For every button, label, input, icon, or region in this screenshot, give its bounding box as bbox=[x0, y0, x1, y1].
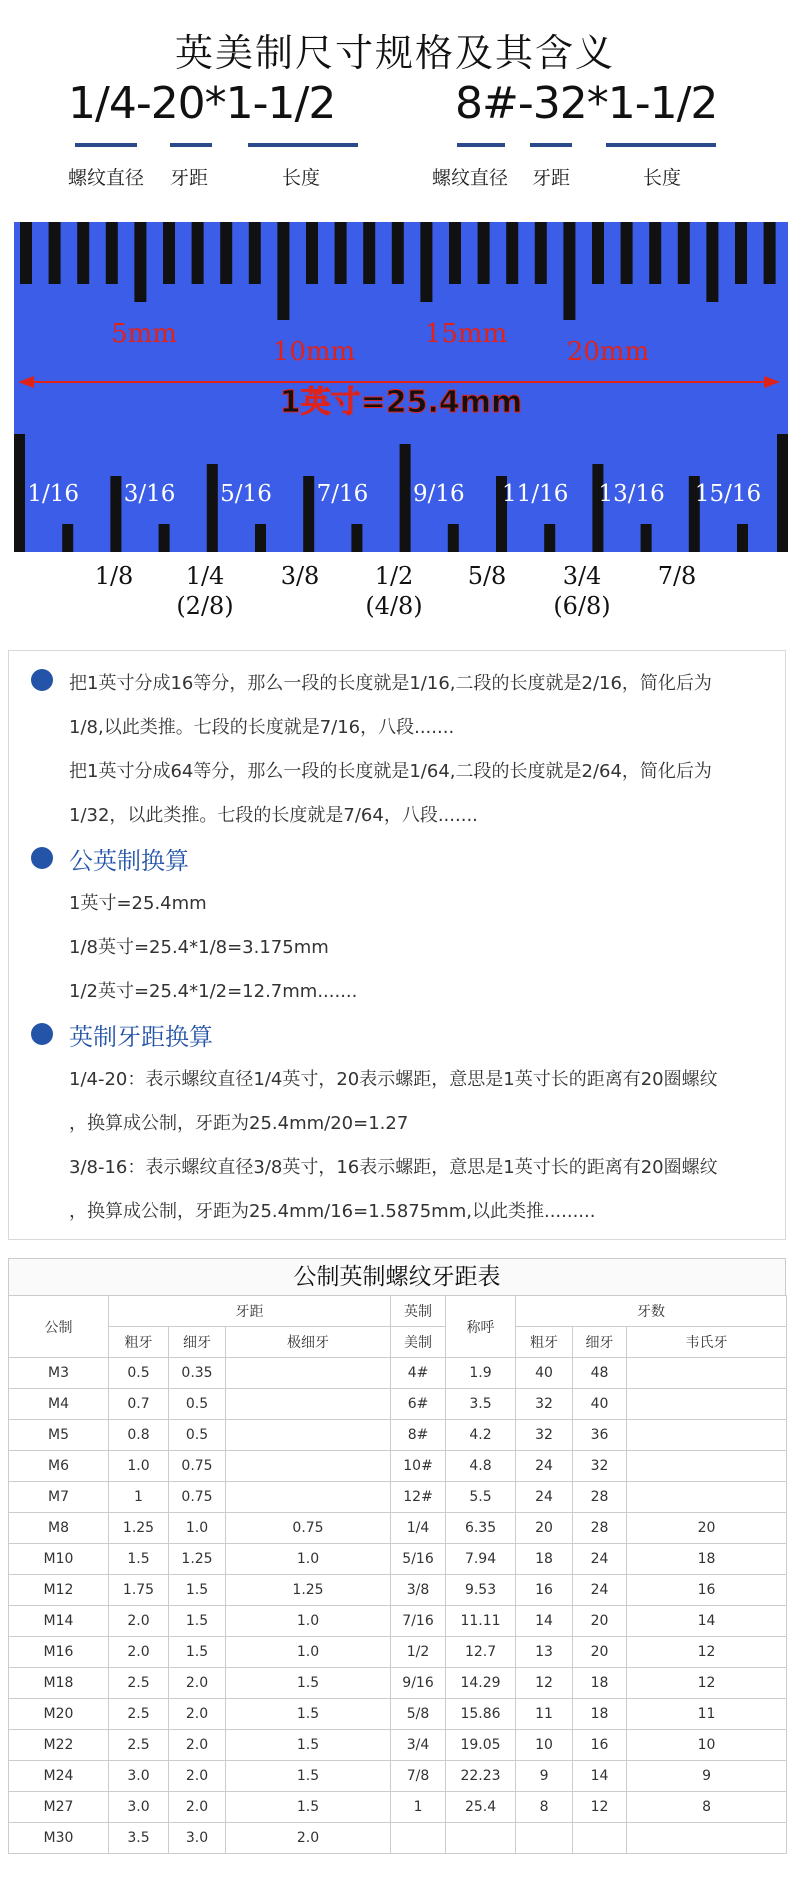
table-cell: 15.86 bbox=[446, 1699, 516, 1730]
table-cell: 2.5 bbox=[109, 1668, 169, 1699]
table-row bbox=[9, 1637, 787, 1668]
mm-tick bbox=[192, 222, 204, 284]
bullet-dot-2 bbox=[31, 847, 53, 869]
mm-tick bbox=[621, 222, 633, 284]
table-cell: 2.5 bbox=[109, 1699, 169, 1730]
table-cell: M22 bbox=[9, 1730, 109, 1761]
table-cell: 4.2 bbox=[446, 1420, 516, 1451]
table-cell: 4.8 bbox=[446, 1451, 516, 1482]
table-cell: M7 bbox=[9, 1482, 109, 1513]
table-cell: 3.5 bbox=[109, 1823, 169, 1854]
table-cell: 20 bbox=[627, 1513, 787, 1544]
table-cell: 18 bbox=[573, 1699, 627, 1730]
table-cell: 8# bbox=[391, 1420, 446, 1451]
inch-tick bbox=[159, 524, 170, 552]
table-cell: 9 bbox=[516, 1761, 573, 1792]
table-cell: 11 bbox=[627, 1699, 787, 1730]
table-row bbox=[9, 1823, 787, 1854]
underline-pitch-right bbox=[530, 143, 572, 147]
mm-tick bbox=[592, 222, 604, 284]
table-cell: M6 bbox=[9, 1451, 109, 1482]
table-cell: 24 bbox=[516, 1482, 573, 1513]
table-cell: 0.75 bbox=[226, 1513, 391, 1544]
table-cell: 3.0 bbox=[109, 1761, 169, 1792]
mm-tick bbox=[563, 222, 575, 320]
note-line: 1英寸=25.4mm bbox=[69, 893, 207, 914]
table-cell: 32 bbox=[573, 1451, 627, 1482]
table-cell: 1.5 bbox=[226, 1699, 391, 1730]
header-imperial: 英制 bbox=[391, 1296, 446, 1327]
table-cell: 7.94 bbox=[446, 1544, 516, 1575]
mm-tick bbox=[306, 222, 318, 284]
header-extra-fine: 极细牙 bbox=[226, 1327, 391, 1358]
sixteenth-label: 3/16 bbox=[123, 481, 176, 507]
note-line: 1/8英寸=25.4*1/8=3.175mm bbox=[69, 937, 329, 958]
table-cell: M8 bbox=[9, 1513, 109, 1544]
table-cell: 14 bbox=[516, 1606, 573, 1637]
note-line: 把1英寸分成64等分，那么一段的长度就是1/64,二段的长度就是2/64，简化后为 bbox=[69, 761, 712, 782]
table-cell bbox=[516, 1823, 573, 1854]
section-heading-pitch: 英制牙距换算 bbox=[69, 1023, 213, 1051]
table-cell: 14 bbox=[627, 1606, 787, 1637]
table-cell: 8 bbox=[516, 1792, 573, 1823]
table-cell: 2.0 bbox=[109, 1637, 169, 1668]
table-cell bbox=[627, 1420, 787, 1451]
table-cell: M20 bbox=[9, 1699, 109, 1730]
inch-tick bbox=[641, 524, 652, 552]
table-cell: 1/2 bbox=[391, 1637, 446, 1668]
header-tpi-whitworth: 韦氏牙 bbox=[627, 1327, 787, 1358]
label-length-left: 长度 bbox=[282, 167, 321, 189]
mm-tick bbox=[77, 222, 89, 284]
table-cell bbox=[573, 1823, 627, 1854]
table-cell: 5/16 bbox=[391, 1544, 446, 1575]
bullet-dot-3 bbox=[31, 1023, 53, 1045]
table-cell: 1.0 bbox=[169, 1513, 226, 1544]
mm-tick bbox=[678, 222, 690, 284]
eighth-alt-label-3: (6/8) bbox=[553, 592, 611, 620]
inch-tick bbox=[592, 464, 603, 552]
mm-tick bbox=[506, 222, 518, 284]
table-cell: M24 bbox=[9, 1761, 109, 1792]
table-cell: 16 bbox=[573, 1730, 627, 1761]
table-cell: 20 bbox=[516, 1513, 573, 1544]
notes-panel bbox=[8, 650, 786, 1240]
table-cell: 1.25 bbox=[169, 1544, 226, 1575]
table-cell bbox=[446, 1823, 516, 1854]
table-cell bbox=[627, 1358, 787, 1389]
mm-tick bbox=[277, 222, 289, 320]
table-cell: M30 bbox=[9, 1823, 109, 1854]
inch-tick bbox=[110, 476, 121, 552]
table-cell: 5.5 bbox=[446, 1482, 516, 1513]
table-row bbox=[9, 1544, 787, 1575]
table-cell bbox=[226, 1358, 391, 1389]
eighth-label-5: 5/8 bbox=[467, 562, 507, 590]
table-cell: 1.25 bbox=[109, 1513, 169, 1544]
table-cell: 7/8 bbox=[391, 1761, 446, 1792]
underline-pitch-left bbox=[170, 143, 212, 147]
table-cell: 22.23 bbox=[446, 1761, 516, 1792]
table-cell: 1.25 bbox=[226, 1575, 391, 1606]
table-cell bbox=[627, 1823, 787, 1854]
mm-tick bbox=[134, 222, 146, 302]
mm-tick bbox=[20, 222, 32, 284]
eighth-alt-label-1: (2/8) bbox=[176, 592, 234, 620]
table-cell: 2.0 bbox=[169, 1668, 226, 1699]
table-cell: 4# bbox=[391, 1358, 446, 1389]
label-diameter-right: 螺纹直径 bbox=[432, 167, 509, 189]
mm-tick bbox=[220, 222, 232, 284]
mm-tick bbox=[392, 222, 404, 284]
header-coarse: 粗牙 bbox=[109, 1327, 169, 1358]
label-pitch-right: 牙距 bbox=[532, 167, 571, 189]
underline-length-right bbox=[606, 143, 716, 147]
table-row bbox=[9, 1606, 787, 1637]
table-cell: M16 bbox=[9, 1637, 109, 1668]
page-title: 英美制尺寸规格及其含义 bbox=[174, 31, 615, 75]
table-cell bbox=[627, 1389, 787, 1420]
table-cell: 1.5 bbox=[226, 1730, 391, 1761]
mm-tick bbox=[449, 222, 461, 284]
sixteenth-label: 11/16 bbox=[502, 481, 569, 507]
eighth-label-7: 7/8 bbox=[657, 562, 697, 590]
inch-tick bbox=[14, 434, 25, 552]
mm-tick bbox=[420, 222, 432, 302]
table-cell: 1/4 bbox=[391, 1513, 446, 1544]
table-cell: 40 bbox=[516, 1358, 573, 1389]
table-cell bbox=[627, 1482, 787, 1513]
table-cell: M27 bbox=[9, 1792, 109, 1823]
header-tpi-coarse: 粗牙 bbox=[516, 1327, 573, 1358]
table-cell: M12 bbox=[9, 1575, 109, 1606]
sixteenth-label: 15/16 bbox=[694, 481, 762, 507]
table-cell: 1.5 bbox=[226, 1792, 391, 1823]
code-left: 1/4-20*1-1/2 bbox=[68, 78, 336, 129]
table-cell: 2.0 bbox=[226, 1823, 391, 1854]
table-cell: 6# bbox=[391, 1389, 446, 1420]
table-cell: 1 bbox=[109, 1482, 169, 1513]
table-cell bbox=[627, 1451, 787, 1482]
mm-tick bbox=[49, 222, 61, 284]
table-cell: 18 bbox=[516, 1544, 573, 1575]
table-cell: M14 bbox=[9, 1606, 109, 1637]
table-cell: 25.4 bbox=[446, 1792, 516, 1823]
underline-length-left bbox=[248, 143, 358, 147]
table-cell: M5 bbox=[9, 1420, 109, 1451]
table-cell: 0.75 bbox=[169, 1482, 226, 1513]
table-cell: M3 bbox=[9, 1358, 109, 1389]
table-cell: 3.5 bbox=[446, 1389, 516, 1420]
table-row bbox=[9, 1389, 787, 1420]
bullet-dot-1 bbox=[31, 669, 53, 691]
table-cell: 1.5 bbox=[169, 1606, 226, 1637]
ruler-figure bbox=[14, 222, 788, 552]
table-cell: 1.75 bbox=[109, 1575, 169, 1606]
table-cell: 3.0 bbox=[109, 1792, 169, 1823]
table-cell: 18 bbox=[573, 1668, 627, 1699]
inch-tick bbox=[351, 524, 362, 552]
table-row bbox=[9, 1761, 787, 1792]
table-row bbox=[9, 1575, 787, 1606]
table-cell: 12.7 bbox=[446, 1637, 516, 1668]
table-cell: 0.5 bbox=[169, 1389, 226, 1420]
mm-label-20: 20mm bbox=[566, 337, 650, 367]
note-line: ，换算成公制，牙距为25.4mm/20=1.27 bbox=[69, 1113, 409, 1134]
table-cell: 20 bbox=[573, 1637, 627, 1668]
table-cell: 28 bbox=[573, 1513, 627, 1544]
table-cell: 0.7 bbox=[109, 1389, 169, 1420]
note-line: 1/4-20：表示螺纹直径1/4英寸，20表示螺距，意思是1英寸长的距离有20圈螺纹 bbox=[69, 1069, 718, 1090]
table-cell: 11.11 bbox=[446, 1606, 516, 1637]
table-cell: 2.5 bbox=[109, 1730, 169, 1761]
header bbox=[0, 0, 790, 215]
code-right: 8#-32*1-1/2 bbox=[455, 78, 718, 129]
table-cell: 6.35 bbox=[446, 1513, 516, 1544]
table-cell: 8 bbox=[627, 1792, 787, 1823]
table-cell: 28 bbox=[573, 1482, 627, 1513]
table-cell bbox=[226, 1389, 391, 1420]
table-cell: 0.35 bbox=[169, 1358, 226, 1389]
table-cell: 0.5 bbox=[169, 1420, 226, 1451]
note-line: 1/2英寸=25.4*1/2=12.7mm....... bbox=[69, 981, 358, 1002]
table-cell: 24 bbox=[573, 1544, 627, 1575]
mm-tick bbox=[335, 222, 347, 284]
inch-tick bbox=[737, 524, 748, 552]
table-cell: 12 bbox=[627, 1637, 787, 1668]
inch-tick bbox=[303, 476, 314, 552]
label-length-right: 长度 bbox=[643, 167, 682, 189]
mm-tick bbox=[478, 222, 490, 284]
inch-label: 1英寸=25.4mm bbox=[279, 385, 523, 420]
table-row bbox=[9, 1482, 787, 1513]
table-cell: M4 bbox=[9, 1389, 109, 1420]
table-cell: 9/16 bbox=[391, 1668, 446, 1699]
table-cell: 9.53 bbox=[446, 1575, 516, 1606]
table-cell: 16 bbox=[516, 1575, 573, 1606]
table-cell: 20 bbox=[573, 1606, 627, 1637]
mm-tick bbox=[706, 222, 718, 302]
header-nominal: 称呼 bbox=[446, 1296, 516, 1358]
table-cell: 2.0 bbox=[169, 1699, 226, 1730]
table-cell: 3/8 bbox=[391, 1575, 446, 1606]
table-cell: 10# bbox=[391, 1451, 446, 1482]
table-cell: 19.05 bbox=[446, 1730, 516, 1761]
header-tpi-fine: 细牙 bbox=[573, 1327, 627, 1358]
table-cell: 0.5 bbox=[109, 1358, 169, 1389]
table-cell: 1.0 bbox=[109, 1451, 169, 1482]
table-cell: 5/8 bbox=[391, 1699, 446, 1730]
sixteenth-label: 13/16 bbox=[598, 481, 665, 507]
table-cell: 11 bbox=[516, 1699, 573, 1730]
table-cell: 1.0 bbox=[226, 1637, 391, 1668]
table-cell bbox=[226, 1482, 391, 1513]
table-cell: 3/4 bbox=[391, 1730, 446, 1761]
table-row bbox=[9, 1513, 787, 1544]
table-row bbox=[9, 1730, 787, 1761]
table-row bbox=[9, 1792, 787, 1823]
table-title: 公制英制螺纹牙距表 bbox=[8, 1258, 786, 1295]
note-line: ，换算成公制，牙距为25.4mm/16=1.5875mm,以此类推......... bbox=[69, 1201, 596, 1222]
table-cell: 12 bbox=[627, 1668, 787, 1699]
table-cell: 2.0 bbox=[169, 1792, 226, 1823]
mm-label-10: 10mm bbox=[272, 337, 356, 367]
table-cell: 1.5 bbox=[169, 1575, 226, 1606]
mm-label-15: 15mm bbox=[424, 319, 508, 349]
thread-pitch-table bbox=[8, 1295, 787, 1854]
mm-label-5: 5mm bbox=[111, 319, 177, 349]
table-cell: 0.75 bbox=[169, 1451, 226, 1482]
table-cell: 1.9 bbox=[446, 1358, 516, 1389]
inch-tick bbox=[777, 434, 788, 552]
table-cell: 24 bbox=[573, 1575, 627, 1606]
table-cell bbox=[226, 1451, 391, 1482]
table-row bbox=[9, 1699, 787, 1730]
header-tpi: 牙数 bbox=[516, 1296, 787, 1327]
table-cell: 48 bbox=[573, 1358, 627, 1389]
eighth-label-4: 1/2 bbox=[374, 562, 414, 590]
sixteenth-label: 7/16 bbox=[316, 481, 369, 507]
table-cell: 14.29 bbox=[446, 1668, 516, 1699]
note-line: 1/8,以此类推。七段的长度就是7/16，八段....... bbox=[69, 717, 455, 738]
inch-tick bbox=[255, 524, 266, 552]
table-cell: 9 bbox=[627, 1761, 787, 1792]
inch-tick bbox=[62, 524, 73, 552]
table-row bbox=[9, 1420, 787, 1451]
table-cell: 10 bbox=[627, 1730, 787, 1761]
header-pitch: 牙距 bbox=[109, 1296, 391, 1327]
table-cell: 1.5 bbox=[226, 1668, 391, 1699]
table-cell: 10 bbox=[516, 1730, 573, 1761]
note-line: 1/32，以此类推。七段的长度就是7/64，八段....... bbox=[69, 805, 478, 826]
table-cell: 32 bbox=[516, 1389, 573, 1420]
section-heading-conversion: 公英制换算 bbox=[69, 847, 189, 875]
mm-tick bbox=[163, 222, 175, 284]
mm-tick bbox=[764, 222, 776, 284]
table-cell: 18 bbox=[627, 1544, 787, 1575]
table-cell: 14 bbox=[573, 1761, 627, 1792]
mm-tick bbox=[735, 222, 747, 284]
table-cell: 2.0 bbox=[169, 1730, 226, 1761]
sixteenth-label: 9/16 bbox=[412, 481, 465, 507]
mm-tick bbox=[649, 222, 661, 284]
table-cell: 2.0 bbox=[109, 1606, 169, 1637]
header-fine: 细牙 bbox=[169, 1327, 226, 1358]
table-row bbox=[9, 1358, 787, 1389]
underline-diameter-right bbox=[457, 143, 505, 147]
table-cell: 13 bbox=[516, 1637, 573, 1668]
note-line: 3/8-16：表示螺纹直径3/8英寸，16表示螺距，意思是1英寸长的距离有20圈螺纹 bbox=[69, 1157, 718, 1178]
table-cell: M18 bbox=[9, 1668, 109, 1699]
eighth-label-6: 3/4 bbox=[562, 562, 602, 590]
underline-diameter-left bbox=[75, 143, 137, 147]
table-row bbox=[9, 1451, 787, 1482]
table-cell: M10 bbox=[9, 1544, 109, 1575]
label-diameter-left: 螺纹直径 bbox=[68, 167, 145, 189]
table-cell bbox=[391, 1823, 446, 1854]
table-cell: 36 bbox=[573, 1420, 627, 1451]
table-cell: 24 bbox=[516, 1451, 573, 1482]
table-cell: 1 bbox=[391, 1792, 446, 1823]
table-cell: 12 bbox=[516, 1668, 573, 1699]
table-cell: 1.0 bbox=[226, 1544, 391, 1575]
mm-tick bbox=[535, 222, 547, 284]
table-cell: 40 bbox=[573, 1389, 627, 1420]
table-cell: 7/16 bbox=[391, 1606, 446, 1637]
table-body bbox=[9, 1358, 787, 1854]
table-cell: 32 bbox=[516, 1420, 573, 1451]
thread-table-section bbox=[8, 1258, 786, 1854]
table-cell bbox=[226, 1420, 391, 1451]
sixteenth-label: 5/16 bbox=[220, 481, 272, 507]
note-line: 把1英寸分成16等分，那么一段的长度就是1/16,二段的长度就是2/16，简化后为 bbox=[69, 673, 712, 694]
eighth-alt-label-2: (4/8) bbox=[365, 592, 423, 620]
header-us: 美制 bbox=[391, 1327, 446, 1358]
table-cell: 3.0 bbox=[169, 1823, 226, 1854]
mm-tick bbox=[363, 222, 375, 284]
inch-tick bbox=[207, 464, 218, 552]
sixteenth-label: 1/16 bbox=[27, 481, 80, 507]
mm-tick bbox=[106, 222, 118, 284]
table-cell: 1.5 bbox=[169, 1637, 226, 1668]
eighth-label-2: 1/4 bbox=[185, 562, 225, 590]
table-cell: 2.0 bbox=[169, 1761, 226, 1792]
label-pitch-left: 牙距 bbox=[170, 167, 209, 189]
table-cell: 12 bbox=[573, 1792, 627, 1823]
header-metric: 公制 bbox=[9, 1296, 109, 1358]
table-cell: 1.5 bbox=[226, 1761, 391, 1792]
eighth-label-3: 3/8 bbox=[280, 562, 320, 590]
inch-tick bbox=[400, 444, 411, 552]
table-cell: 16 bbox=[627, 1575, 787, 1606]
inch-tick bbox=[448, 524, 459, 552]
table-cell: 0.8 bbox=[109, 1420, 169, 1451]
eighth-label-1: 1/8 bbox=[94, 562, 134, 590]
mm-tick bbox=[249, 222, 261, 284]
table-cell: 1.0 bbox=[226, 1606, 391, 1637]
table-cell: 1.5 bbox=[109, 1544, 169, 1575]
table-row bbox=[9, 1668, 787, 1699]
inch-tick bbox=[544, 524, 555, 552]
table-cell: 12# bbox=[391, 1482, 446, 1513]
